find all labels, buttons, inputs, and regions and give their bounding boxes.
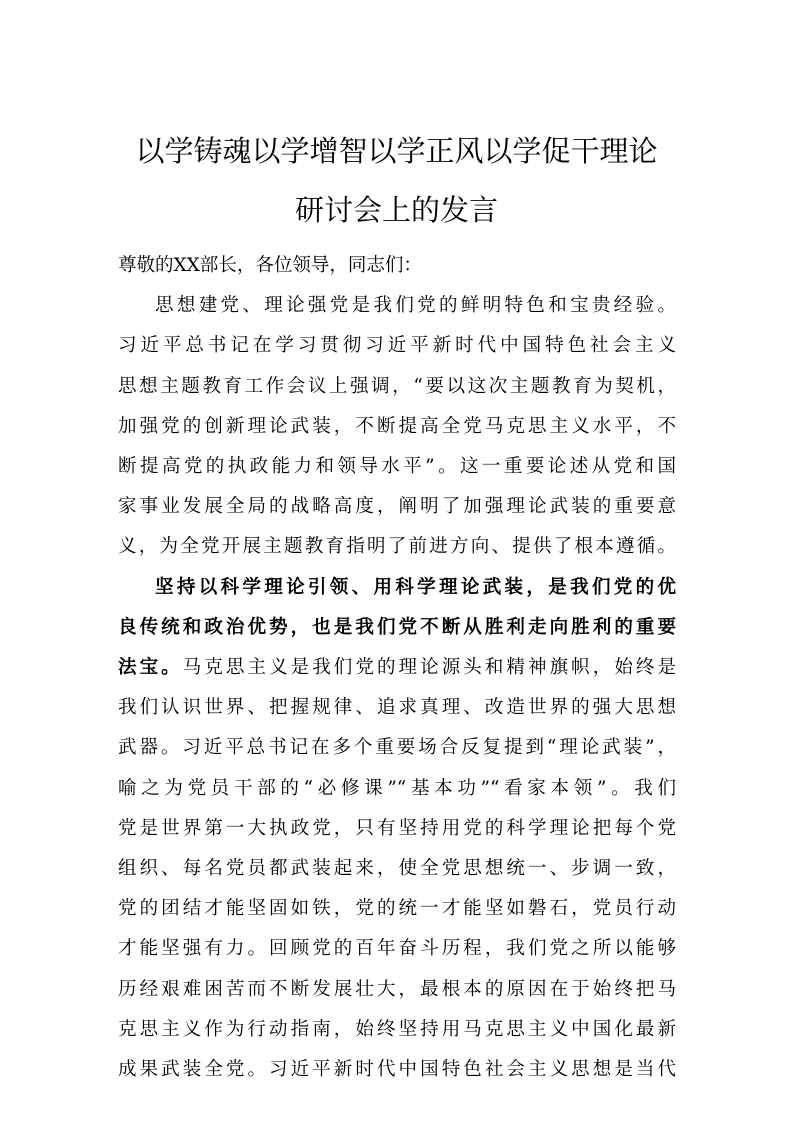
salutation: 尊敬的XX部长，各位领导，同志们： <box>118 255 422 276</box>
paragraph-line: 历经艰难困苦而不断发展壮大，最根本的原因在于始终把马 <box>118 978 676 1000</box>
paragraph-line: 党的团结才能坚固如铁，党的统一才能坚如磐石，党员行动 <box>118 898 676 920</box>
paragraph-line: 克思主义作为行动指南，始终坚持用马克思主义中国化最新 <box>118 1018 676 1040</box>
paragraph-line: 武器。习近平总书记在多个重要场合反复提到“理论武装”， <box>118 737 676 759</box>
document-title-line-2: 研讨会上的发言 <box>294 193 498 227</box>
paragraph-line: 加强党的创新理论武装，不断提高全党马克思主义水平，不 <box>118 415 676 437</box>
paragraph-line: 思想建党、理论强党是我们党的鲜明特色和宝贵经验。 <box>155 295 676 317</box>
paragraph-line: 党是世界第一大执政党，只有坚持用党的科学理论把每个党 <box>118 817 676 839</box>
paragraph-line: 义，为全党开展主题教育指明了前进方向、提供了根本遵循。 <box>118 536 676 558</box>
paragraph-bold-line: 坚持以科学理论引领、用科学理论武装，是我们党的优 <box>155 576 676 598</box>
paragraph-line: 思想主题教育工作会议上强调，“要以这次主题教育为契机， <box>118 375 676 397</box>
paragraph-1 <box>118 286 676 567</box>
paragraph-mixed-line <box>118 648 676 688</box>
paragraph-normal-head: 马克思主义是我们党的理论源头和精神旗帜，始终是 <box>182 657 676 679</box>
paragraph-line: 家事业发展全局的战略高度，阐明了加强理论武装的重要意 <box>118 496 676 518</box>
paragraph-2 <box>118 568 676 1091</box>
paragraph-line: 断提高党的执政能力和领导水平”。这一重要论述从党和国 <box>118 456 676 478</box>
paragraph-bold-tail: 法宝。 <box>118 657 183 679</box>
document-title-line-1: 以学铸魂以学增智以学正风以学促干理论 <box>135 134 658 168</box>
paragraph-line: 才能坚强有力。回顾党的百年奋斗历程，我们党之所以能够 <box>118 938 676 960</box>
paragraph-line: 喻之为党员干部的“必修课”“基本功”“看家本领”。我们 <box>118 777 676 799</box>
document-body <box>118 246 676 1090</box>
paragraph-line: 我们认识世界、把握规律、追求真理、改造世界的强大思想 <box>118 697 676 719</box>
paragraph-line: 成果武装全党。习近平新时代中国特色社会主义思想是当代 <box>118 1059 676 1081</box>
paragraph-bold-line: 良传统和政治优势，也是我们党不断从胜利走向胜利的重要 <box>118 616 676 638</box>
paragraph-line: 组织、每名党员都武装起来，使全党思想统一、步调一致， <box>118 858 676 880</box>
paragraph-line: 习近平总书记在学习贯彻习近平新时代中国特色社会主义 <box>118 335 676 357</box>
